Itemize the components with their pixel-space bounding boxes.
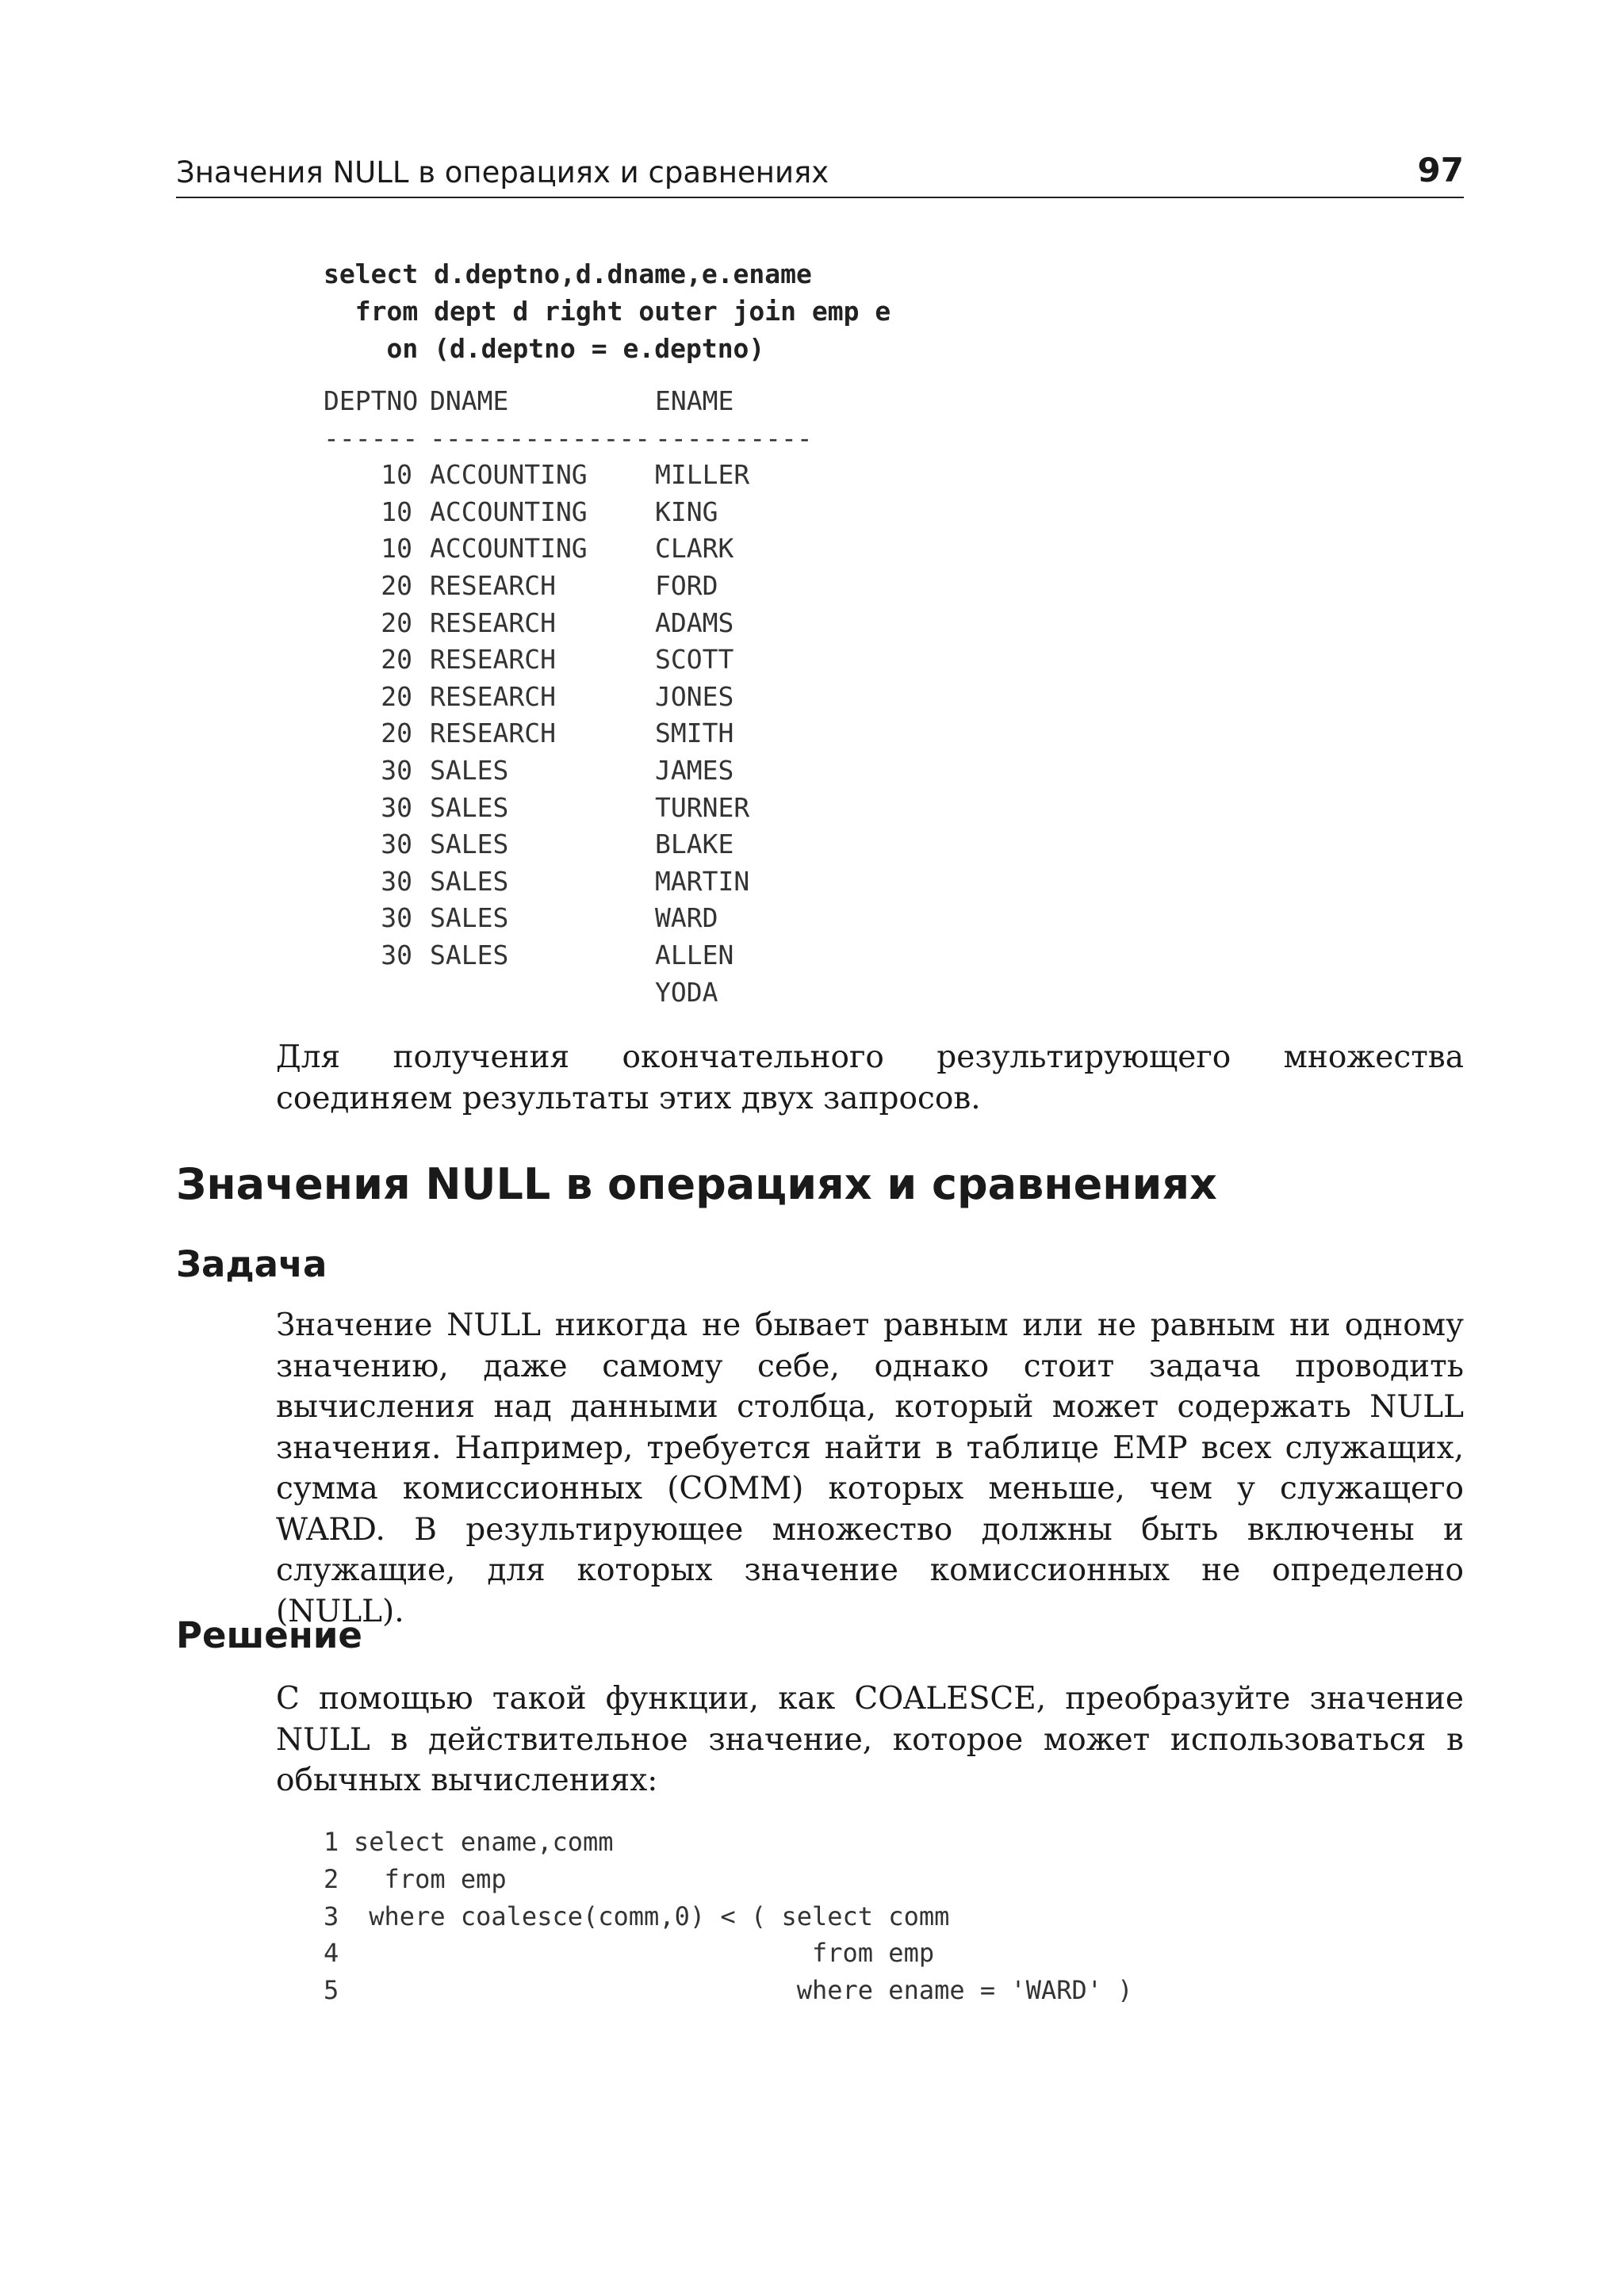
line-code: where ename = 'WARD' ) (354, 1975, 1133, 2006)
query-line-2: from dept d right outer join emp e (324, 296, 891, 327)
cell-ename: MARTIN (655, 865, 750, 897)
query-line-1: select d.deptno,d.dname,e.ename (324, 258, 812, 289)
cell-ename: SMITH (655, 718, 734, 749)
cell-deptno: 20 (381, 680, 412, 712)
table-row (324, 715, 734, 752)
cell-deptno: 10 (381, 496, 412, 527)
cell-deptno: 20 (381, 607, 412, 638)
task-heading: Задача (176, 1243, 327, 1285)
cell-dname: SALES (430, 865, 509, 897)
running-title: Значения NULL в операциях и сравнениях (176, 155, 829, 189)
page-number: 97 (1417, 151, 1464, 189)
cell-deptno: 30 (381, 902, 412, 934)
running-header (176, 149, 1464, 198)
column-header-ename: ENAME (655, 385, 734, 416)
cell-ename: WARD (655, 902, 718, 934)
cell-dname: ACCOUNTING (430, 533, 588, 565)
result-table (324, 383, 813, 1011)
table-row (324, 937, 734, 974)
line-code: where coalesce(comm,0) < ( select comm (354, 1901, 950, 1931)
table-row (324, 494, 718, 531)
cell-deptno: 10 (381, 459, 412, 491)
cell-deptno: 20 (381, 718, 412, 749)
cell-dname: SALES (430, 939, 509, 970)
cell-ename: TURNER (655, 791, 750, 823)
cell-dname: RESEARCH (430, 607, 556, 638)
cell-ename: ADAMS (655, 607, 734, 638)
table-row (324, 790, 750, 827)
cell-ename: FORD (655, 569, 718, 601)
cell-ename: ALLEN (655, 939, 734, 970)
separator-ename: ---------- (655, 422, 813, 454)
cell-ename: YODA (655, 976, 718, 1008)
separator-deptno: ------ (324, 422, 419, 454)
result-table-body (324, 457, 750, 1011)
cell-deptno: 20 (381, 644, 412, 676)
query-line-3: on (d.deptno = e.deptno) (324, 333, 765, 364)
table-row (324, 457, 750, 494)
solution-heading: Решение (176, 1614, 362, 1656)
cell-deptno: 30 (381, 865, 412, 897)
line-number: 5 (324, 1975, 339, 2006)
cell-dname: SALES (430, 829, 509, 860)
table-row (324, 752, 734, 790)
table-row (324, 974, 718, 1012)
cell-ename: JONES (655, 680, 734, 712)
cell-ename: JAMES (655, 754, 734, 786)
intro-paragraph: Для получения окончательного результирующего множества соединяем результаты этих двух запросов. (276, 1039, 1464, 1116)
line-code: from emp (354, 1863, 507, 1894)
line-number: 2 (324, 1863, 339, 1894)
line-code: from emp (354, 1938, 935, 1969)
line-number: 1 (324, 1827, 339, 1857)
table-row (324, 530, 734, 568)
table-row (324, 863, 750, 901)
table-row (324, 826, 734, 863)
task-paragraph: Значение NULL никогда не бывает равным или не равным ни одному значению, даже самому себе, однако стоит задача проводить вычисления над данными столбца, который может содержать NULL значения. Например, требуется найти в таблице EMP всех служащих, сумма комиссионных (COMM) которых меньше, чем у служащего WARD. В результирующее множество должны быть включены и служащие, для которых значение комиссионных не определено (NULL). (276, 1307, 1464, 1629)
cell-dname: RESEARCH (430, 680, 556, 712)
cell-deptno: 30 (381, 939, 412, 970)
solution-paragraph: С помощью такой функции, как COALESCE, преобразуйте значение NULL в действительное значение, которое может использоваться в обычных вычислениях: (276, 1681, 1464, 1798)
cell-dname: SALES (430, 754, 509, 786)
cell-dname: SALES (430, 791, 509, 823)
table-row (324, 900, 718, 937)
table-row (324, 568, 718, 605)
table-row (324, 605, 734, 642)
cell-dname: ACCOUNTING (430, 459, 588, 491)
cell-ename: MILLER (655, 459, 750, 491)
cell-deptno: 20 (381, 569, 412, 601)
result-table-header (324, 383, 734, 420)
cell-dname: SALES (430, 902, 509, 934)
line-code: select ename,comm (354, 1827, 614, 1857)
column-header-deptno: DEPTNO (324, 385, 419, 416)
cell-dname: RESEARCH (430, 569, 556, 601)
cell-dname: ACCOUNTING (430, 496, 588, 527)
table-row (324, 679, 734, 716)
cell-ename: BLAKE (655, 829, 734, 860)
cell-ename: KING (655, 496, 718, 527)
section-title: Значения NULL в операциях и сравнениях (176, 1159, 1217, 1209)
line-number: 4 (324, 1938, 339, 1969)
cell-dname: RESEARCH (430, 718, 556, 749)
line-number: 3 (324, 1901, 339, 1931)
table-row (324, 641, 734, 679)
cell-deptno: 30 (381, 754, 412, 786)
separator-dname: -------------- (430, 422, 651, 454)
cell-deptno: 10 (381, 533, 412, 565)
result-table-separator (324, 420, 813, 457)
cell-deptno: 30 (381, 791, 412, 823)
cell-dname: RESEARCH (430, 644, 556, 676)
cell-ename: SCOTT (655, 644, 734, 676)
column-header-dname: DNAME (430, 385, 509, 416)
cell-deptno: 30 (381, 829, 412, 860)
cell-ename: CLARK (655, 533, 734, 565)
